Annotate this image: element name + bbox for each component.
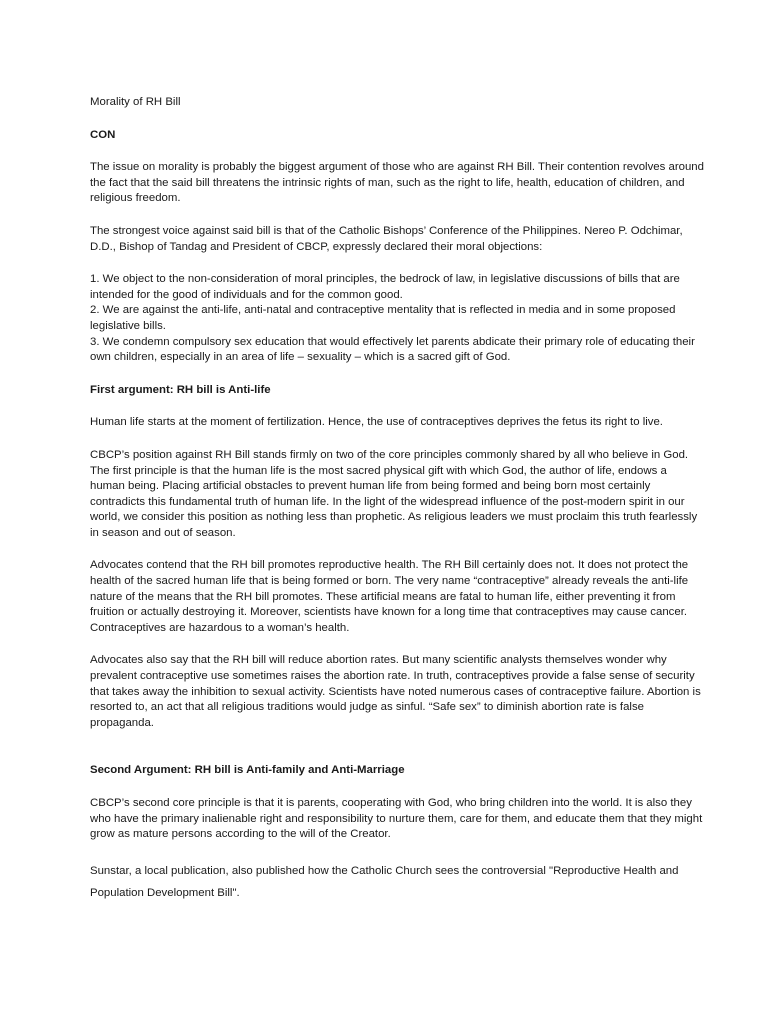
- first-argument-paragraph-1: Human life starts at the moment of fertilization. Hence, the use of contraceptives deprives the fetus its right to live.: [90, 416, 663, 429]
- document-title: Morality of RH Bill: [90, 96, 181, 108]
- objection-item-2: 2. We are against the anti-life, anti-natal and contraceptive mentality that is reflected in media and in some proposed legislative bills.: [90, 304, 676, 332]
- second-argument-paragraph-2: Sunstar, a local publication, also published how the Catholic Church sees the controversial "Reproductive Health and Population Development Bill".: [90, 864, 679, 899]
- objections-list: [90, 272, 704, 366]
- objection-item-3: 3. We condemn compulsory sex education that would effectively let parents abdicate their primary role of educating their own children, especially in an area of life – sexuality – which is a sacred gift of God.: [90, 335, 695, 364]
- first-argument-paragraph-2: CBCP’s position against RH Bill stands firmly on two of the core principles commonly shared by all who believe in God. The first principle is that the human life is the most sacred physical gift with which God, the author of life, endows a human being. Placing artificial obstacles to prevent human life from being formed and being born most certainly contradicts this fundamental truth of human life. In the light of the widespread influence of the post-modern spirit in our world, we consider this position as nothing less than prophetic. As religious leaders we must proclaim this truth fearlessly in season and out of season.: [90, 448, 698, 539]
- first-argument-heading: First argument: RH bill is Anti-life: [90, 383, 271, 396]
- intro-paragraph-2: The strongest voice against said bill is that of the Catholic Bishops’ Conference of the Philippines. Nereo P. Odchimar, D.D., Bishop of Tandag and President of CBCP, expressly declared their moral objections:: [90, 224, 683, 253]
- first-argument-paragraph-3: Advocates contend that the RH bill promotes reproductive health. The RH Bill certainly does not. It does not protect the health of the sacred human life that is being formed or born. The very name “contraceptive” already reveals the anti-life nature of the means that the RH bill promotes. These artificial means are fatal to human life, either preventing it from fruition or actually destroying it. Moreover, scientists have known for a long time that contraceptives may cause cancer. Contraceptives are hazardous to a woman’s health.: [90, 559, 689, 634]
- first-argument-paragraph-4: Advocates also say that the RH bill will reduce abortion rates. But many scientific analysts themselves wonder why prevalent contraceptive use sometimes raises the abortion rate. In truth, contraceptives provide a false sense of security that takes away the inhibition to sexual activity. Scientists have noted numerous cases of contraceptive failure. Abortion is resorted to, an act that all religious traditions would judge as sinful. “Safe sex” to diminish abortion rate is false propaganda.: [90, 654, 701, 729]
- second-argument-paragraph-1: CBCP’s second core principle is that it is parents, cooperating with God, who bring children into the world. It is also they who have the primary inalienable right and responsibility to nurture them, care for them, and educate them that they might grow as mature persons according to the will of the Creator.: [90, 797, 703, 841]
- second-argument-heading: Second Argument: RH bill is Anti-family and Anti-Marriage: [90, 764, 405, 777]
- objection-item-1: 1. We object to the non-consideration of moral principles, the bedrock of law, in legislative discussions of bills that are intended for the good of individuals and for the common good.: [90, 273, 680, 301]
- section-heading-con: CON: [90, 128, 116, 141]
- intro-paragraph-1: The issue on morality is probably the biggest argument of those who are against RH Bill. Their contention revolves around the fact that the said bill threatens the intrinsic rights of man, such as the right to life, health, education of children, and religious freedom.: [90, 161, 704, 205]
